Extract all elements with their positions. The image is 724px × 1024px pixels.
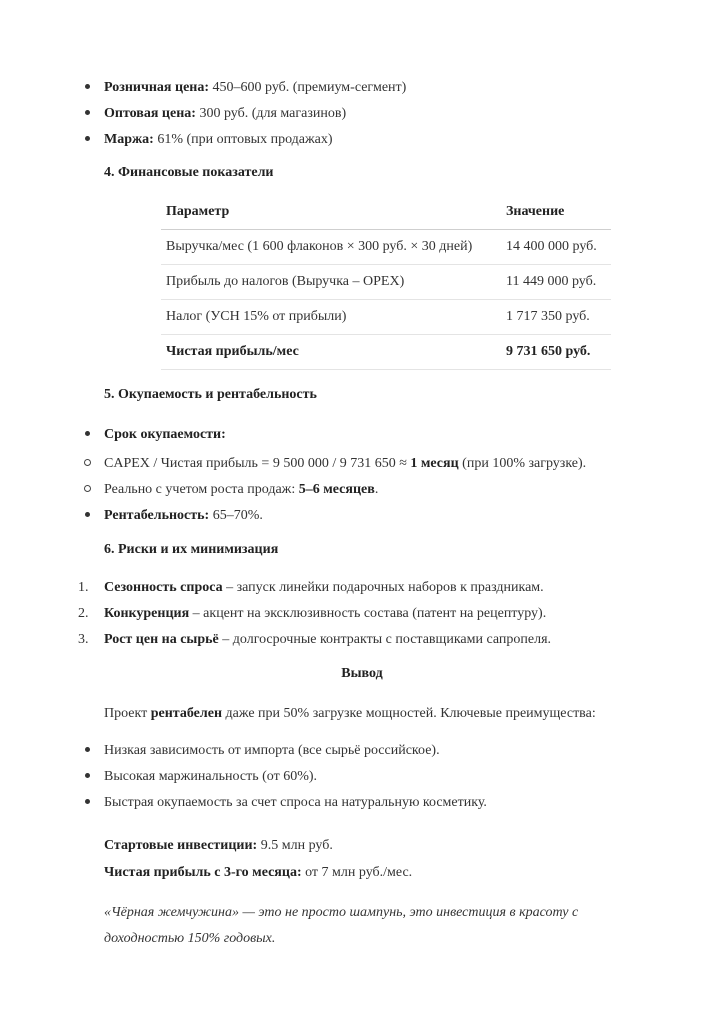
bullet-icon	[80, 795, 94, 812]
bullet-icon	[80, 80, 94, 97]
conclusion-title: Вывод	[341, 666, 383, 681]
item-label: Конкуренция	[104, 606, 190, 621]
table-row	[161, 300, 611, 335]
table-cell: 9 731 650 руб.	[501, 335, 611, 370]
investments-label: Стартовые инвестиции:	[104, 838, 258, 853]
item-text: – долгосрочные контракты с поставщиками сапропеля.	[218, 632, 552, 647]
closing-quote-line-2: доходностью 150% годовых.	[104, 931, 276, 946]
item-text: 61% (при оптовых продажах)	[153, 132, 333, 147]
list-item	[0, 632, 724, 650]
list-item	[0, 769, 724, 787]
item-label: Розничная цена:	[104, 80, 210, 95]
list-item	[0, 456, 724, 474]
closing-quote-line-1: «Чёрная жемчужина» — это не просто шампунь, это инвестиция в красоту с	[104, 905, 579, 920]
financial-table	[161, 195, 611, 370]
table-cell: Налог (УСН 15% от прибыли)	[161, 300, 501, 335]
item-label: Рентабельность:	[104, 508, 210, 523]
circle-bullet-icon	[80, 456, 94, 473]
list-item	[0, 795, 724, 813]
table-row	[161, 230, 611, 265]
table-row	[161, 265, 611, 300]
item-number: 2.	[78, 606, 89, 621]
item-text: .	[374, 482, 379, 497]
list-item	[0, 132, 724, 150]
item-number: 1.	[78, 580, 89, 595]
start-investments	[104, 838, 333, 855]
item-number: 3.	[78, 632, 89, 647]
item-text: 300 руб. (для магазинов)	[195, 106, 347, 121]
item-text: Высокая маржинальность (от 60%).	[104, 769, 318, 784]
item-text: 450–600 руб. (премиум-сегмент)	[209, 80, 407, 95]
table-cell: Прибыль до налогов (Выручка – OPEX)	[161, 265, 501, 300]
circle-bullet-icon	[80, 482, 94, 499]
column-header-value: Значение	[501, 195, 611, 230]
table-cell: Выручка/мес (1 600 флаконов × 300 руб. × 30 дней)	[161, 230, 501, 265]
bullet-icon	[80, 427, 94, 444]
item-emphasis: 1 месяц	[410, 456, 459, 471]
conclusion-intro	[104, 706, 596, 723]
list-item	[0, 106, 724, 124]
item-text: – акцент на эксклюзивность состава (патент на рецептуру).	[189, 606, 547, 621]
item-text: Низкая зависимость от импорта (все сырьё российское).	[104, 743, 440, 758]
list-item	[0, 427, 724, 445]
bullet-icon	[80, 743, 94, 760]
bullet-icon	[80, 106, 94, 123]
payback-label: Срок окупаемости:	[104, 427, 226, 442]
investments-value: 9.5 млн руб.	[257, 838, 333, 853]
list-item	[0, 508, 724, 526]
list-item	[0, 743, 724, 761]
item-text: CAPEX / Чистая прибыль = 9 500 000 / 9 731 650 ≈	[104, 456, 411, 471]
list-item	[0, 80, 724, 98]
section-4-title: 4. Финансовые показатели	[104, 165, 274, 180]
item-label: Оптовая цена:	[104, 106, 196, 121]
item-text: 65–70%.	[209, 508, 263, 523]
item-label: Рост цен на сырьё	[104, 632, 219, 647]
item-text: (при 100% загрузке).	[458, 456, 587, 471]
item-text: Реально с учетом роста продаж:	[104, 482, 299, 497]
net-profit-label: Чистая прибыль с 3-го месяца:	[104, 865, 302, 880]
table-cell: Чистая прибыль/мес	[161, 335, 501, 370]
table-row-total	[161, 335, 611, 370]
bullet-icon	[80, 132, 94, 149]
net-profit-note	[104, 865, 412, 882]
item-text: Быстрая окупаемость за счет спроса на натуральную косметику.	[104, 795, 487, 810]
item-text: – запуск линейки подарочных наборов к праздникам.	[222, 580, 544, 595]
item-label: Сезонность спроса	[104, 580, 223, 595]
table-cell: 11 449 000 руб.	[501, 265, 611, 300]
intro-text: даже при 50% загрузке мощностей. Ключевые преимущества:	[222, 706, 596, 721]
column-header-parameter: Параметр	[161, 195, 501, 230]
bullet-icon	[80, 508, 94, 525]
section-6-title: 6. Риски и их минимизация	[104, 542, 279, 557]
list-item	[0, 606, 724, 624]
table-cell: 1 717 350 руб.	[501, 300, 611, 335]
list-item	[0, 482, 724, 500]
table-cell: 14 400 000 руб.	[501, 230, 611, 265]
list-item	[0, 580, 724, 598]
intro-text: Проект	[104, 706, 151, 721]
section-5-title: 5. Окупаемость и рентабельность	[104, 387, 317, 402]
net-profit-value: от 7 млн руб./мес.	[301, 865, 413, 880]
item-emphasis: 5–6 месяцев	[298, 482, 375, 497]
table-header-row	[161, 195, 611, 230]
item-label: Маржа:	[104, 132, 154, 147]
bullet-icon	[80, 769, 94, 786]
intro-emphasis: рентабелен	[150, 706, 223, 721]
